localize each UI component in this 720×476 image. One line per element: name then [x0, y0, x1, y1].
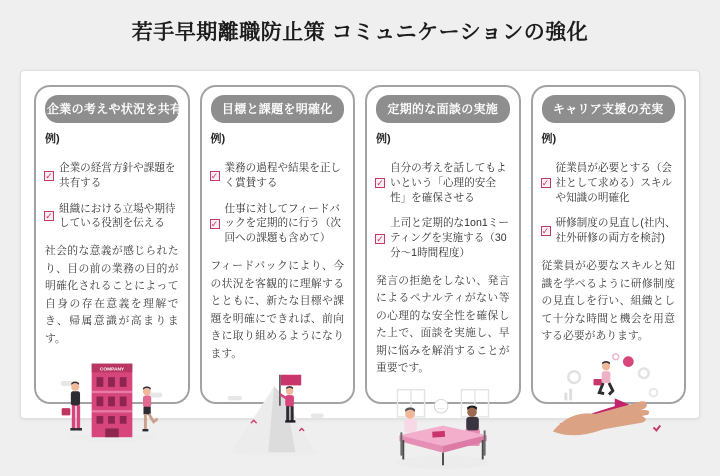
- checkbox-icon: ✓: [375, 234, 385, 244]
- check-item: [375, 160, 511, 206]
- check-item: [375, 215, 511, 261]
- check-item: [541, 215, 677, 247]
- check-item-label: 従業員が必要とする（会社として求める）スキルや知識の明確化: [556, 161, 677, 205]
- check-item-label: 自分の考えを話してもよいという「心理的安全性」を確保させる: [390, 161, 511, 205]
- check-item: [44, 160, 180, 192]
- page-title: 若手早期離職防止策 コミュニケーションの強化: [0, 0, 720, 46]
- example-label: 例): [542, 130, 676, 146]
- check-item-label: 仕事に対してフィードバックを定期的に行う（次回への課題も含めて）: [225, 202, 346, 246]
- column-card-regular-meetings: [365, 85, 521, 404]
- column-description: 社会的な意義が感じられたり、目の前の業務の目的が明確化されることによって自身の存在意義を理解でき、帰属意識が高まります。: [45, 243, 179, 348]
- checkbox-icon: ✓: [44, 171, 54, 181]
- checkbox-icon: ✓: [541, 178, 551, 188]
- column-header-pill: 企業の考えや状況を共有: [45, 95, 179, 123]
- check-item-label: 業務の過程や結果を正しく賞賛する: [225, 161, 346, 191]
- career-growth-hand-illustration: [541, 350, 677, 444]
- column-header-pill: 目標と課題を明確化: [211, 95, 345, 123]
- column-description: 従業員が必要なスキルと知識を学べるように研修制度の見直しを行い、組織として十分な時間と機会を用意する必要があります。: [542, 258, 676, 345]
- check-item-label: 研修制度の見直し(社内、社外研修の両方を検討): [556, 216, 677, 246]
- checkbox-icon: ✓: [210, 219, 220, 229]
- column-card-share-company-views: [34, 85, 190, 404]
- check-item: [541, 160, 677, 206]
- example-label: 例): [376, 130, 510, 146]
- check-item: [210, 160, 346, 192]
- checkbox-icon: ✓: [541, 226, 551, 236]
- column-description: フィードバックにより、今の状況を客観的に理解するとともに、新たな目標や課題を明確にできれば、前向きに取り組めるようになります。: [211, 258, 345, 363]
- checkbox-icon: ✓: [210, 171, 220, 181]
- check-item: [44, 201, 180, 233]
- example-label: 例): [45, 130, 179, 146]
- one-on-one-meeting-illustration: [375, 382, 511, 476]
- checkbox-icon: ✓: [375, 178, 385, 188]
- content-panel: [20, 70, 700, 419]
- mountain-flag-illustration: [210, 367, 346, 461]
- column-header-pill: 定期的な面談の実施: [376, 95, 510, 123]
- check-item-label: 上司と定期的な1on1ミーティングを実施する（30分～1時間程度）: [390, 216, 511, 260]
- example-label: 例): [211, 130, 345, 146]
- check-item-label: 組織における立場や期待している役割を伝える: [59, 202, 180, 232]
- column-description: 発言の拒絶をしない、発言によるペナルティがない等の心理的な安全性を確保した上で、面談を実施し、早期に悩みを解消することが重要です。: [376, 273, 510, 378]
- check-item-label: 企業の経営方針や課題を共有する: [59, 161, 180, 191]
- building-sign-label: COMPANY: [100, 367, 125, 373]
- checkbox-icon: ✓: [44, 211, 54, 221]
- speech-bubble-dots: …: [437, 404, 444, 411]
- column-card-clarify-goals: [200, 85, 356, 404]
- check-item: [210, 201, 346, 247]
- column-header-pill: キャリア支援の充実: [542, 95, 676, 123]
- company-building-illustration: [44, 352, 180, 446]
- column-card-career-support: [531, 85, 687, 404]
